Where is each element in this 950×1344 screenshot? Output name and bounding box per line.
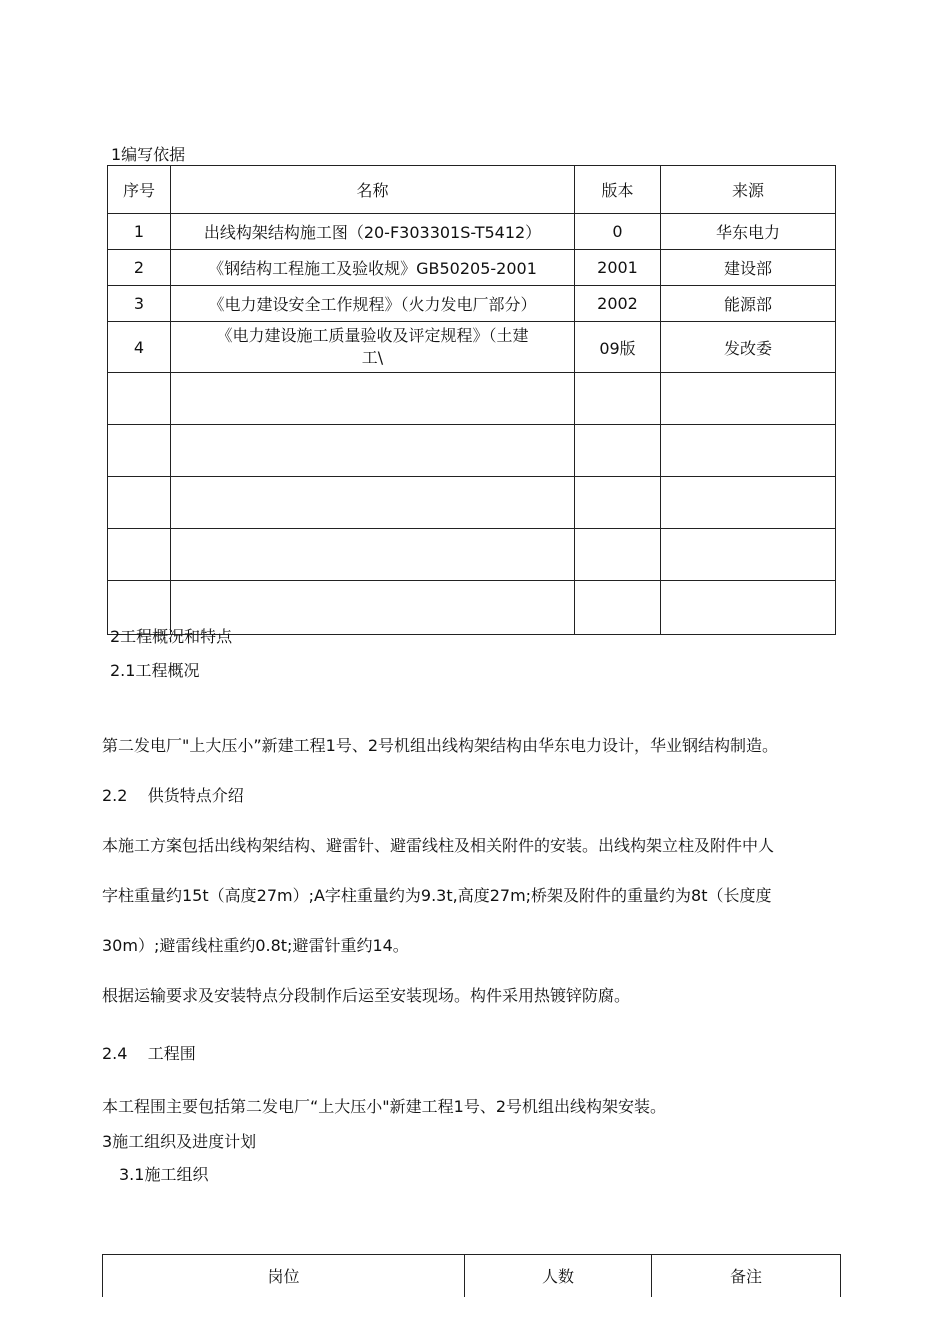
- cell-version: 0: [575, 214, 661, 250]
- header-name: 名称: [171, 166, 575, 214]
- cell-seq: 1: [108, 214, 171, 250]
- section-2-title: 2工程概况和特点: [110, 627, 233, 646]
- cell-source: 建设部: [661, 250, 836, 286]
- section-2-2-line-1: 本施工方案包括出线构架结构、避雷针、避雷线柱及相关附件的安装。出线构架立柱及附件中人: [102, 836, 775, 855]
- cell-name: 出线构架结构施工图（20-F303301S-T5412）: [171, 214, 575, 250]
- section-3-title: 3施工组织及进度计划: [102, 1132, 257, 1151]
- header-version: 版本: [575, 166, 661, 214]
- cell-seq: 4: [108, 322, 171, 373]
- section-2-2-line-2: 字柱重量约15t（高度27m）;A字柱重量约为9.3t,高度27m;桥架及附件的重量约为8t（长度度: [102, 886, 772, 905]
- cell-source: 发改委: [661, 322, 836, 373]
- table-row-empty: [108, 529, 836, 581]
- header-seq: 序号: [108, 166, 171, 214]
- header-count: 人数: [465, 1255, 652, 1297]
- cell-name-line-1: 《电力建设施工质量验收及评定规程》（土建: [216, 326, 529, 345]
- table-row: [108, 250, 836, 286]
- cell-version: 09版: [575, 322, 661, 373]
- section-2-2-title: 2.2 供货特点介绍: [102, 786, 244, 805]
- cell-seq: 2: [108, 250, 171, 286]
- cell-version: 2001: [575, 250, 661, 286]
- cell-version: 2002: [575, 286, 661, 322]
- section-2-2-line-3: 30m）;避雷线柱重约0.8t;避雷针重约14。: [102, 936, 409, 955]
- cell-name: 《钢结构工程施工及验收规》GB50205-2001: [171, 250, 575, 286]
- cell-name-line-2: 工\: [361, 348, 384, 367]
- section-3-1-title: 3.1施工组织: [119, 1165, 209, 1184]
- table-row: [108, 214, 836, 250]
- section-1-title: 1编写依据: [111, 145, 186, 164]
- header-position: 岗位: [103, 1255, 465, 1297]
- cell-seq: 3: [108, 286, 171, 322]
- organization-table: [102, 1254, 841, 1297]
- reference-table: [107, 165, 836, 635]
- cell-name: [171, 322, 575, 373]
- section-2-2-line-4: 根据运输要求及安装特点分段制作后运至安装现场。构件采用热镀锌防腐。: [102, 986, 631, 1005]
- table-row: [108, 286, 836, 322]
- section-2-1-title: 2.1工程概况: [110, 661, 200, 680]
- header-remarks: 备注: [652, 1255, 841, 1297]
- table-header-row: [108, 166, 836, 214]
- table-row-empty: [108, 373, 836, 425]
- section-2-4-text: 本工程围主要包括第二发电厂“上大压小"新建工程1号、2号机组出线构架安装。: [102, 1097, 667, 1116]
- section-2-4-title: 2.4 工程围: [102, 1044, 196, 1063]
- table-header-row: [103, 1255, 841, 1297]
- table-row-empty: [108, 477, 836, 529]
- cell-source: 能源部: [661, 286, 836, 322]
- table-row: [108, 322, 836, 373]
- header-source: 来源: [661, 166, 836, 214]
- cell-source: 华东电力: [661, 214, 836, 250]
- cell-name: 《电力建设安全工作规程》（火力发电厂部分）: [171, 286, 575, 322]
- section-2-1-text: 第二发电厂"上大压小”新建工程1号、2号机组出线构架结构由华东电力设计，华业钢结构制造。: [102, 736, 779, 755]
- table-row-empty: [108, 425, 836, 477]
